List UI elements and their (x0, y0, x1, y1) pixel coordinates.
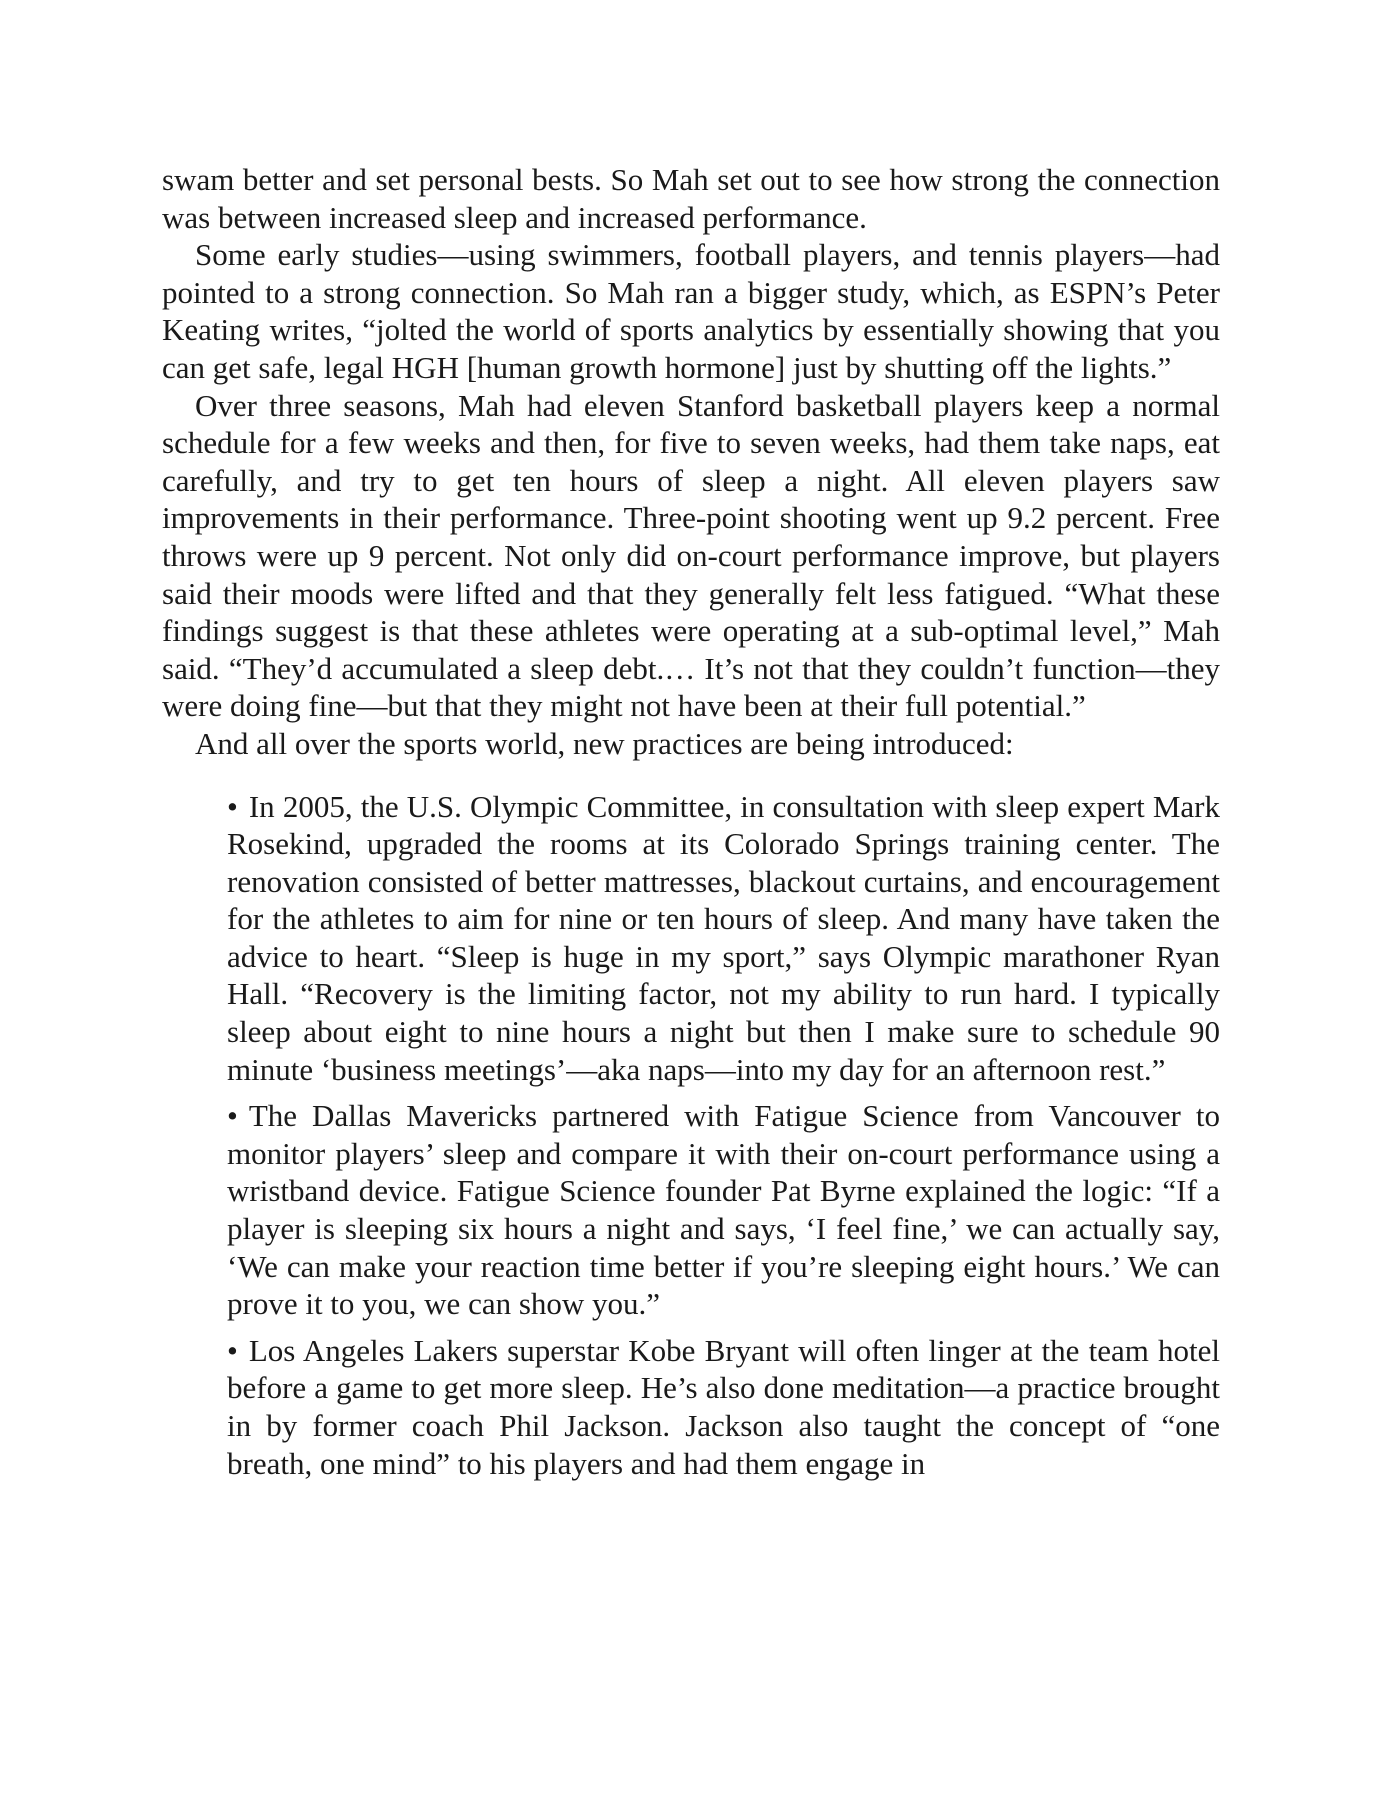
list-item-text: Los Angeles Lakers superstar Kobe Bryant will often linger at the team hotel before a game to get more sleep. He’s also done meditation—a practice brought in by former coach Phil Jackson. Jackson also taught the concept of “one breath, one mind” to his players and had them engage in (227, 1332, 1220, 1481)
list-item (227, 788, 1220, 1089)
bullet-icon: • (227, 1332, 238, 1368)
list-item (227, 1332, 1220, 1482)
book-page (162, 161, 1220, 1491)
paragraph-early-studies: Some early studies—using swimmers, football players, and tennis players—had pointed to a strong connection. So Mah ran a bigger study, which, as ESPN’s Peter Keating writes, “jolted the world of sports analytics by essentially showing that you can get safe, legal HGH [human growth hormone] just by shutting off the lights.” (162, 237, 1220, 385)
list-item (227, 1097, 1220, 1323)
list-item-text: The Dallas Mavericks partnered with Fatigue Science from Vancouver to monitor players’ sleep and compare it with their on-court performance using a wristband device. Fatigue Science founder Pat Byrne explained the logic: “If a player is sleeping six hours a night and says, ‘I feel fine,’ we can actually say, ‘We can make your reaction time better if you’re sleeping eight hours.’ We can prove it to you, we can show you.” (227, 1098, 1220, 1322)
list-item-text: In 2005, the U.S. Olympic Committee, in consultation with sleep expert Mark Rosekind, upgraded the rooms at its Colorado Springs training center. The renovation consisted of better mattresses, blackout curtains, and encouragement for the athletes to aim for nine or ten hours of sleep. And many have taken the advice to heart. “Sleep is huge in my sport,” says Olympic marathoner Ryan Hall. “Recovery is the limiting factor, not my ability to run hard. I typically sleep about eight to nine hours a night but then I make sure to schedule 90 minute ‘business meetings’—aka naps—into my day for an afternoon rest.” (227, 788, 1220, 1087)
paragraph-continuation: swam better and set personal bests. So Mah set out to see how strong the connection was between increased sleep and increased performance. (162, 162, 1220, 235)
paragraph-new-practices: And all over the sports world, new practices are being introduced: (195, 725, 1014, 761)
paragraph-stanford-study: Over three seasons, Mah had eleven Stanford basketball players keep a normal schedule for a few weeks and then, for five to seven weeks, had them take naps, eat carefully, and try to get ten hours of sleep a night. All eleven players saw improvements in their performance. Three-point shooting went up 9.2 percent. Free throws were up 9 percent. Not only did on-court performance improve, but players said their moods were lifted and that they generally felt less fatigued. “What these findings suggest is that these athletes were operating at a sub-optimal level,” Mah said. “They’d accumulated a sleep debt.… It’s not that they couldn’t function—they were doing fine—but that they might not have been at their full potential.” (162, 387, 1220, 724)
practices-list (227, 788, 1220, 1483)
bullet-icon: • (227, 788, 238, 824)
bullet-icon: • (227, 1098, 238, 1134)
